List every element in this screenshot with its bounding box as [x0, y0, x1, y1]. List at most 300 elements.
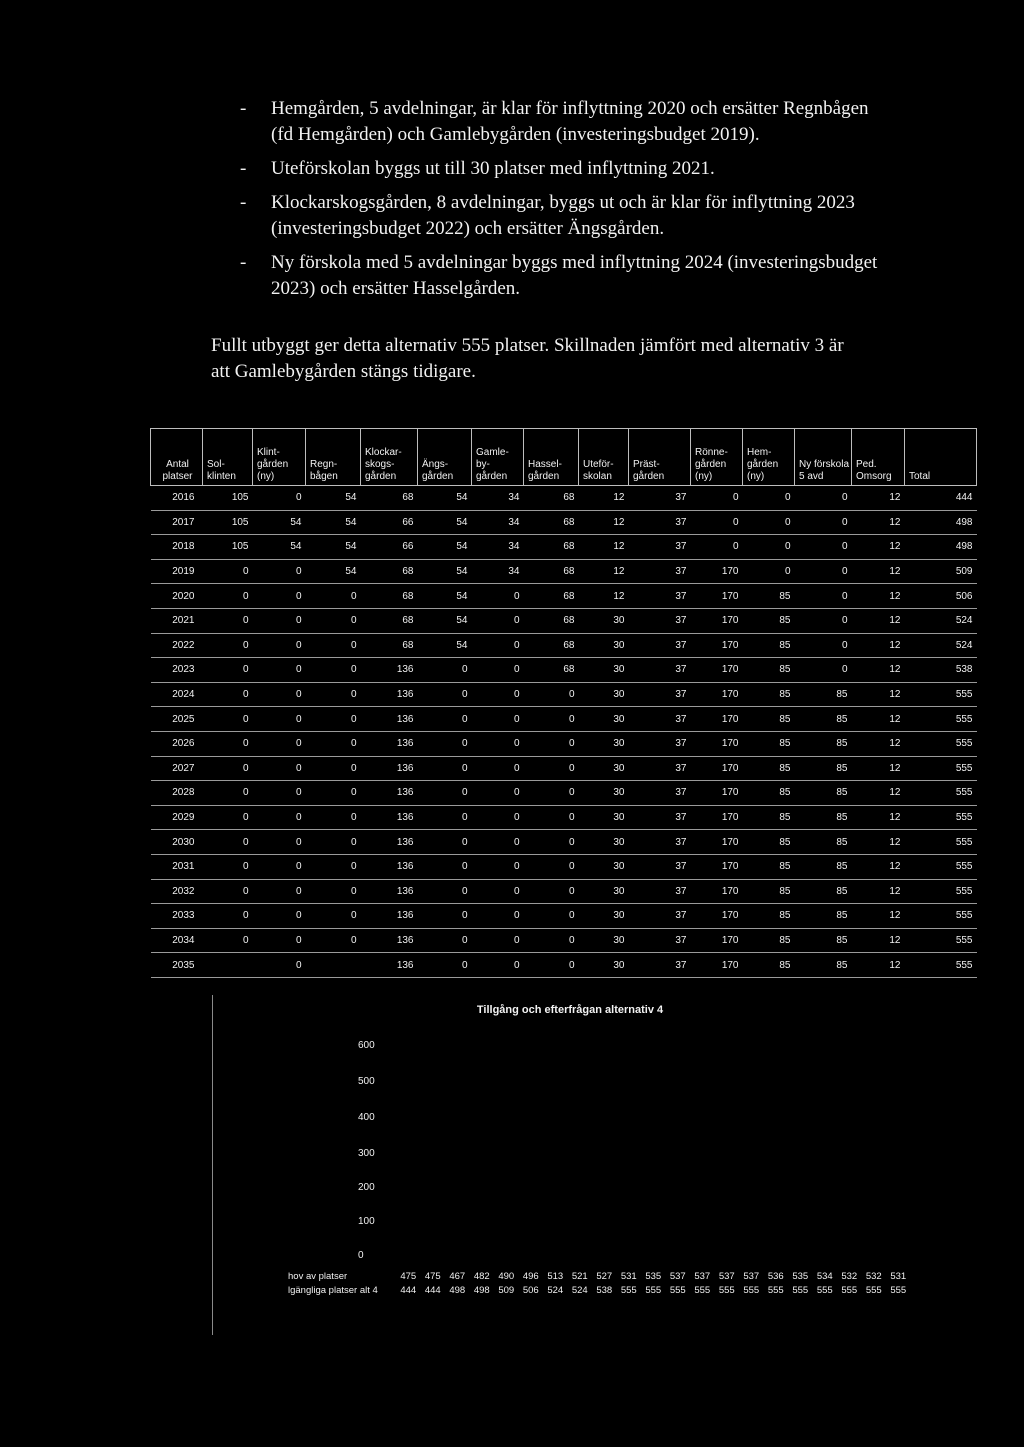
value-cell: 0 — [306, 608, 361, 633]
value-cell: 0 — [253, 830, 306, 855]
value-cell: 54 — [306, 486, 361, 511]
series-value: 482 — [473, 1271, 490, 1282]
value-cell: 0 — [306, 707, 361, 732]
value-cell: 170 — [691, 707, 743, 732]
bullet-text: Uteförskolan byggs ut till 30 platser med inflyttning 2021. — [271, 158, 715, 179]
bullet-list — [240, 96, 880, 310]
series-value: 555 — [620, 1285, 637, 1296]
value-cell: 68 — [524, 535, 579, 560]
year-cell: 2020 — [151, 584, 203, 609]
value-cell: 0 — [253, 879, 306, 904]
table-header-cell: Uteför- skolan — [579, 429, 629, 486]
value-cell: 12 — [852, 707, 905, 732]
value-cell: 30 — [579, 707, 629, 732]
value-cell: 0 — [253, 805, 306, 830]
value-cell: 0 — [524, 805, 579, 830]
value-cell: 0 — [743, 559, 795, 584]
value-cell: 555 — [905, 904, 977, 929]
series-value: 534 — [816, 1271, 833, 1282]
value-cell: 30 — [579, 658, 629, 683]
year-cell: 2017 — [151, 510, 203, 535]
value-cell: 30 — [579, 854, 629, 879]
value-cell: 0 — [418, 854, 472, 879]
value-cell: 12 — [852, 953, 905, 978]
value-cell: 30 — [579, 756, 629, 781]
value-cell: 54 — [418, 633, 472, 658]
table-header-cell: Klockar- skogs- gården — [361, 429, 418, 486]
value-cell: 30 — [579, 731, 629, 756]
value-cell: 0 — [524, 682, 579, 707]
value-cell: 0 — [203, 879, 253, 904]
value-cell: 170 — [691, 904, 743, 929]
series-value: 531 — [620, 1271, 637, 1282]
series-value: 527 — [596, 1271, 613, 1282]
table-header-cell: Ny förskola 5 avd — [795, 429, 852, 486]
table-header-cell: Regn- bågen — [306, 429, 361, 486]
value-cell — [306, 953, 361, 978]
value-cell: 136 — [361, 953, 418, 978]
value-cell: 37 — [629, 879, 691, 904]
table-header-cell: Total — [905, 429, 977, 486]
series-value: 555 — [890, 1285, 907, 1296]
value-cell: 0 — [418, 879, 472, 904]
value-cell: 37 — [629, 904, 691, 929]
series-value: 444 — [424, 1285, 441, 1296]
series-value: 524 — [547, 1285, 564, 1296]
value-cell: 85 — [795, 781, 852, 806]
value-cell: 0 — [203, 781, 253, 806]
series-value: 555 — [841, 1285, 858, 1296]
value-cell: 170 — [691, 731, 743, 756]
value-cell: 68 — [524, 486, 579, 511]
value-cell: 0 — [203, 805, 253, 830]
value-cell: 170 — [691, 928, 743, 953]
series-value: 555 — [767, 1285, 784, 1296]
value-cell: 68 — [524, 658, 579, 683]
value-cell: 524 — [905, 633, 977, 658]
value-cell: 12 — [579, 486, 629, 511]
value-cell: 0 — [795, 559, 852, 584]
table-row — [151, 535, 977, 560]
value-cell: 0 — [203, 904, 253, 929]
value-cell: 30 — [579, 830, 629, 855]
value-cell: 54 — [418, 584, 472, 609]
value-cell: 12 — [852, 682, 905, 707]
table-row — [151, 781, 977, 806]
table-row — [151, 658, 977, 683]
value-cell: 12 — [852, 805, 905, 830]
value-cell: 12 — [852, 633, 905, 658]
value-cell: 54 — [306, 510, 361, 535]
table-row — [151, 608, 977, 633]
value-cell: 12 — [852, 854, 905, 879]
value-cell: 0 — [306, 731, 361, 756]
series-row — [288, 1285, 911, 1296]
series-value: 496 — [522, 1271, 539, 1282]
value-cell: 0 — [418, 707, 472, 732]
value-cell: 0 — [253, 608, 306, 633]
value-cell: 12 — [579, 535, 629, 560]
value-cell: 0 — [306, 658, 361, 683]
value-cell: 30 — [579, 781, 629, 806]
series-value: 555 — [816, 1285, 833, 1296]
series-value: 536 — [767, 1271, 784, 1282]
value-cell: 0 — [691, 510, 743, 535]
value-cell: 37 — [629, 510, 691, 535]
table-header-cell: Rönne- gården (ny) — [691, 429, 743, 486]
value-cell: 37 — [629, 682, 691, 707]
value-cell: 0 — [306, 854, 361, 879]
value-cell: 555 — [905, 854, 977, 879]
value-cell: 555 — [905, 928, 977, 953]
value-cell: 136 — [361, 928, 418, 953]
value-cell: 12 — [852, 731, 905, 756]
value-cell: 85 — [795, 854, 852, 879]
value-cell: 0 — [203, 854, 253, 879]
value-cell: 0 — [743, 510, 795, 535]
table-row — [151, 633, 977, 658]
value-cell: 0 — [472, 805, 524, 830]
value-cell: 170 — [691, 854, 743, 879]
value-cell: 0 — [253, 707, 306, 732]
table-row — [151, 879, 977, 904]
value-cell: 54 — [306, 535, 361, 560]
value-cell: 0 — [743, 486, 795, 511]
value-cell: 85 — [795, 707, 852, 732]
value-cell: 66 — [361, 510, 418, 535]
value-cell: 37 — [629, 535, 691, 560]
value-cell: 0 — [203, 682, 253, 707]
series-value: 555 — [669, 1285, 686, 1296]
series-label: hov av platser — [288, 1271, 348, 1282]
series-value: 475 — [424, 1271, 441, 1282]
value-cell: 0 — [524, 781, 579, 806]
value-cell: 0 — [306, 633, 361, 658]
value-cell: 0 — [524, 854, 579, 879]
value-cell: 0 — [472, 928, 524, 953]
value-cell: 85 — [795, 879, 852, 904]
value-cell: 37 — [629, 854, 691, 879]
table-header-cell: Hem- gården (ny) — [743, 429, 795, 486]
value-cell: 85 — [795, 928, 852, 953]
value-cell: 30 — [579, 805, 629, 830]
table-row — [151, 559, 977, 584]
value-cell: 136 — [361, 830, 418, 855]
series-value: 538 — [596, 1285, 613, 1296]
value-cell: 12 — [852, 879, 905, 904]
value-cell: 0 — [472, 830, 524, 855]
value-cell: 12 — [579, 584, 629, 609]
value-cell: 68 — [524, 633, 579, 658]
value-cell: 37 — [629, 559, 691, 584]
value-cell: 0 — [203, 584, 253, 609]
series-value: 467 — [449, 1271, 466, 1282]
value-cell: 85 — [743, 830, 795, 855]
value-cell: 136 — [361, 756, 418, 781]
year-cell: 2019 — [151, 559, 203, 584]
table-header-cell: Antal platser — [151, 429, 203, 486]
value-cell: 85 — [743, 953, 795, 978]
value-cell: 0 — [306, 928, 361, 953]
series-value: 555 — [694, 1285, 711, 1296]
year-cell: 2028 — [151, 781, 203, 806]
value-cell: 85 — [795, 830, 852, 855]
table-row — [151, 953, 977, 978]
value-cell: 0 — [472, 781, 524, 806]
value-cell: 555 — [905, 830, 977, 855]
value-cell: 170 — [691, 805, 743, 830]
value-cell: 30 — [579, 928, 629, 953]
value-cell: 0 — [203, 830, 253, 855]
value-cell: 105 — [203, 535, 253, 560]
value-cell: 0 — [472, 731, 524, 756]
value-cell: 0 — [472, 633, 524, 658]
series-value: 532 — [865, 1271, 882, 1282]
value-cell: 0 — [524, 731, 579, 756]
value-cell: 0 — [203, 928, 253, 953]
value-cell: 136 — [361, 682, 418, 707]
value-cell: 0 — [524, 756, 579, 781]
value-cell: 37 — [629, 953, 691, 978]
value-cell: 0 — [253, 928, 306, 953]
value-cell: 0 — [472, 756, 524, 781]
value-cell: 555 — [905, 781, 977, 806]
value-cell: 0 — [691, 486, 743, 511]
value-cell: 136 — [361, 658, 418, 683]
value-cell: 555 — [905, 805, 977, 830]
value-cell: 54 — [306, 559, 361, 584]
value-cell: 54 — [253, 535, 306, 560]
year-cell: 2027 — [151, 756, 203, 781]
value-cell: 0 — [795, 510, 852, 535]
value-cell: 37 — [629, 608, 691, 633]
year-cell: 2023 — [151, 658, 203, 683]
value-cell: 0 — [472, 584, 524, 609]
bullet-item — [240, 96, 880, 148]
table-header-cell: Hassel- gården — [524, 429, 579, 486]
series-value: 498 — [473, 1285, 490, 1296]
value-cell: 0 — [418, 805, 472, 830]
value-cell: 12 — [852, 608, 905, 633]
value-cell: 0 — [418, 756, 472, 781]
value-cell: 85 — [743, 682, 795, 707]
year-cell: 2031 — [151, 854, 203, 879]
value-cell: 37 — [629, 781, 691, 806]
value-cell: 12 — [852, 559, 905, 584]
value-cell: 538 — [905, 658, 977, 683]
value-cell: 0 — [253, 633, 306, 658]
value-cell: 0 — [418, 904, 472, 929]
value-cell: 12 — [852, 584, 905, 609]
value-cell: 37 — [629, 658, 691, 683]
value-cell: 12 — [852, 781, 905, 806]
value-cell: 498 — [905, 510, 977, 535]
value-cell: 0 — [795, 633, 852, 658]
value-cell: 0 — [524, 879, 579, 904]
value-cell: 506 — [905, 584, 977, 609]
value-cell: 0 — [306, 904, 361, 929]
value-cell: 85 — [743, 756, 795, 781]
table-row — [151, 756, 977, 781]
value-cell: 136 — [361, 854, 418, 879]
value-cell: 12 — [852, 658, 905, 683]
value-cell: 170 — [691, 879, 743, 904]
value-cell: 170 — [691, 559, 743, 584]
value-cell: 12 — [852, 535, 905, 560]
value-cell: 0 — [524, 707, 579, 732]
value-cell: 136 — [361, 781, 418, 806]
closing-paragraph: Fullt utbyggt ger detta alternativ 555 platser. Skillnaden jämfört med alternativ 3 är att Gamlebygården stängs tidigare. — [211, 335, 844, 382]
value-cell: 85 — [743, 608, 795, 633]
series-value: 513 — [547, 1271, 564, 1282]
value-cell: 66 — [361, 535, 418, 560]
value-cell: 0 — [253, 559, 306, 584]
value-cell: 170 — [691, 658, 743, 683]
bullet-item — [240, 250, 880, 302]
value-cell: 37 — [629, 731, 691, 756]
value-cell: 170 — [691, 830, 743, 855]
value-cell: 136 — [361, 904, 418, 929]
table-row — [151, 854, 977, 879]
value-cell: 85 — [795, 953, 852, 978]
value-cell: 12 — [852, 904, 905, 929]
value-cell: 170 — [691, 781, 743, 806]
value-cell: 555 — [905, 953, 977, 978]
value-cell: 0 — [472, 854, 524, 879]
value-cell: 68 — [361, 584, 418, 609]
chart-left-border — [212, 995, 213, 1335]
value-cell: 34 — [472, 510, 524, 535]
value-cell: 170 — [691, 682, 743, 707]
value-cell: 0 — [418, 830, 472, 855]
value-cell: 12 — [579, 559, 629, 584]
series-value: 555 — [743, 1285, 760, 1296]
value-cell: 0 — [524, 904, 579, 929]
series-value: 506 — [522, 1285, 539, 1296]
value-cell: 12 — [579, 510, 629, 535]
bullet-text: Ny förskola med 5 avdelningar byggs med inflyttning 2024 (investeringsbudget 2023) och ersätter Hasselgården. — [271, 252, 878, 299]
table-header-cell: Präst- gården — [629, 429, 691, 486]
value-cell: 12 — [852, 486, 905, 511]
value-cell: 85 — [743, 584, 795, 609]
table-body — [151, 486, 977, 978]
value-cell: 0 — [306, 879, 361, 904]
year-cell: 2029 — [151, 805, 203, 830]
value-cell: 0 — [253, 486, 306, 511]
value-cell: 555 — [905, 682, 977, 707]
value-cell: 0 — [253, 584, 306, 609]
value-cell: 34 — [472, 535, 524, 560]
value-cell: 0 — [306, 781, 361, 806]
value-cell: 30 — [579, 953, 629, 978]
series-value: 532 — [841, 1271, 858, 1282]
value-cell: 444 — [905, 486, 977, 511]
value-cell: 0 — [253, 756, 306, 781]
bullet-dash: - — [240, 252, 247, 273]
value-cell: 0 — [418, 731, 472, 756]
bullet-dash: - — [240, 158, 247, 179]
value-cell: 105 — [203, 486, 253, 511]
value-cell: 0 — [306, 830, 361, 855]
value-cell: 0 — [472, 904, 524, 929]
table-row — [151, 904, 977, 929]
value-cell: 30 — [579, 633, 629, 658]
value-cell: 0 — [203, 559, 253, 584]
value-cell: 68 — [524, 510, 579, 535]
table-header-row — [151, 429, 977, 486]
value-cell: 85 — [743, 928, 795, 953]
table-row — [151, 707, 977, 732]
value-cell: 0 — [306, 805, 361, 830]
value-cell: 555 — [905, 707, 977, 732]
value-cell: 54 — [418, 559, 472, 584]
value-cell: 0 — [524, 928, 579, 953]
series-value: 555 — [865, 1285, 882, 1296]
capacity-table-wrapper — [150, 428, 976, 978]
value-cell: 555 — [905, 731, 977, 756]
value-cell: 0 — [524, 830, 579, 855]
value-cell: 0 — [253, 781, 306, 806]
value-cell: 54 — [418, 608, 472, 633]
year-cell: 2018 — [151, 535, 203, 560]
value-cell: 68 — [361, 486, 418, 511]
series-label: lgängliga platser alt 4 — [288, 1285, 378, 1296]
series-value: 498 — [449, 1285, 466, 1296]
value-cell: 524 — [905, 608, 977, 633]
value-cell: 85 — [743, 781, 795, 806]
series-value: 555 — [718, 1285, 735, 1296]
value-cell: 54 — [418, 486, 472, 511]
series-value: 444 — [400, 1285, 417, 1296]
series-value: 555 — [645, 1285, 662, 1296]
value-cell: 0 — [253, 731, 306, 756]
value-cell: 0 — [795, 486, 852, 511]
value-cell: 0 — [472, 879, 524, 904]
bullet-text: Klockarskogsgården, 8 avdelningar, byggs ut och är klar för inflyttning 2023 (investeringsbudget 2022) och ersätter Ängsgården. — [271, 192, 855, 239]
series-value: 535 — [645, 1271, 662, 1282]
table-header-cell: Ped. Omsorg — [852, 429, 905, 486]
year-cell: 2035 — [151, 953, 203, 978]
table-header-cell: Sol- klinten — [203, 429, 253, 486]
value-cell: 85 — [743, 658, 795, 683]
value-cell: 85 — [743, 731, 795, 756]
value-cell: 0 — [472, 682, 524, 707]
series-value: 509 — [498, 1285, 515, 1296]
y-tick-label: 600 — [358, 1040, 375, 1051]
value-cell: 136 — [361, 707, 418, 732]
value-cell: 85 — [743, 805, 795, 830]
year-cell: 2025 — [151, 707, 203, 732]
series-value: 475 — [400, 1271, 417, 1282]
table-header-cell: Gamle- by- gården — [472, 429, 524, 486]
capacity-table — [150, 428, 977, 978]
value-cell: 509 — [905, 559, 977, 584]
value-cell: 0 — [253, 953, 306, 978]
value-cell: 68 — [524, 608, 579, 633]
bullet-dash: - — [240, 98, 247, 119]
value-cell: 0 — [795, 608, 852, 633]
value-cell: 54 — [253, 510, 306, 535]
y-tick-label: 400 — [358, 1112, 375, 1123]
value-cell: 37 — [629, 486, 691, 511]
table-row — [151, 510, 977, 535]
value-cell: 37 — [629, 928, 691, 953]
value-cell: 37 — [629, 707, 691, 732]
year-cell: 2021 — [151, 608, 203, 633]
table-header-cell: Klint- gården (ny) — [253, 429, 306, 486]
year-cell: 2022 — [151, 633, 203, 658]
y-tick-label: 500 — [358, 1076, 375, 1087]
